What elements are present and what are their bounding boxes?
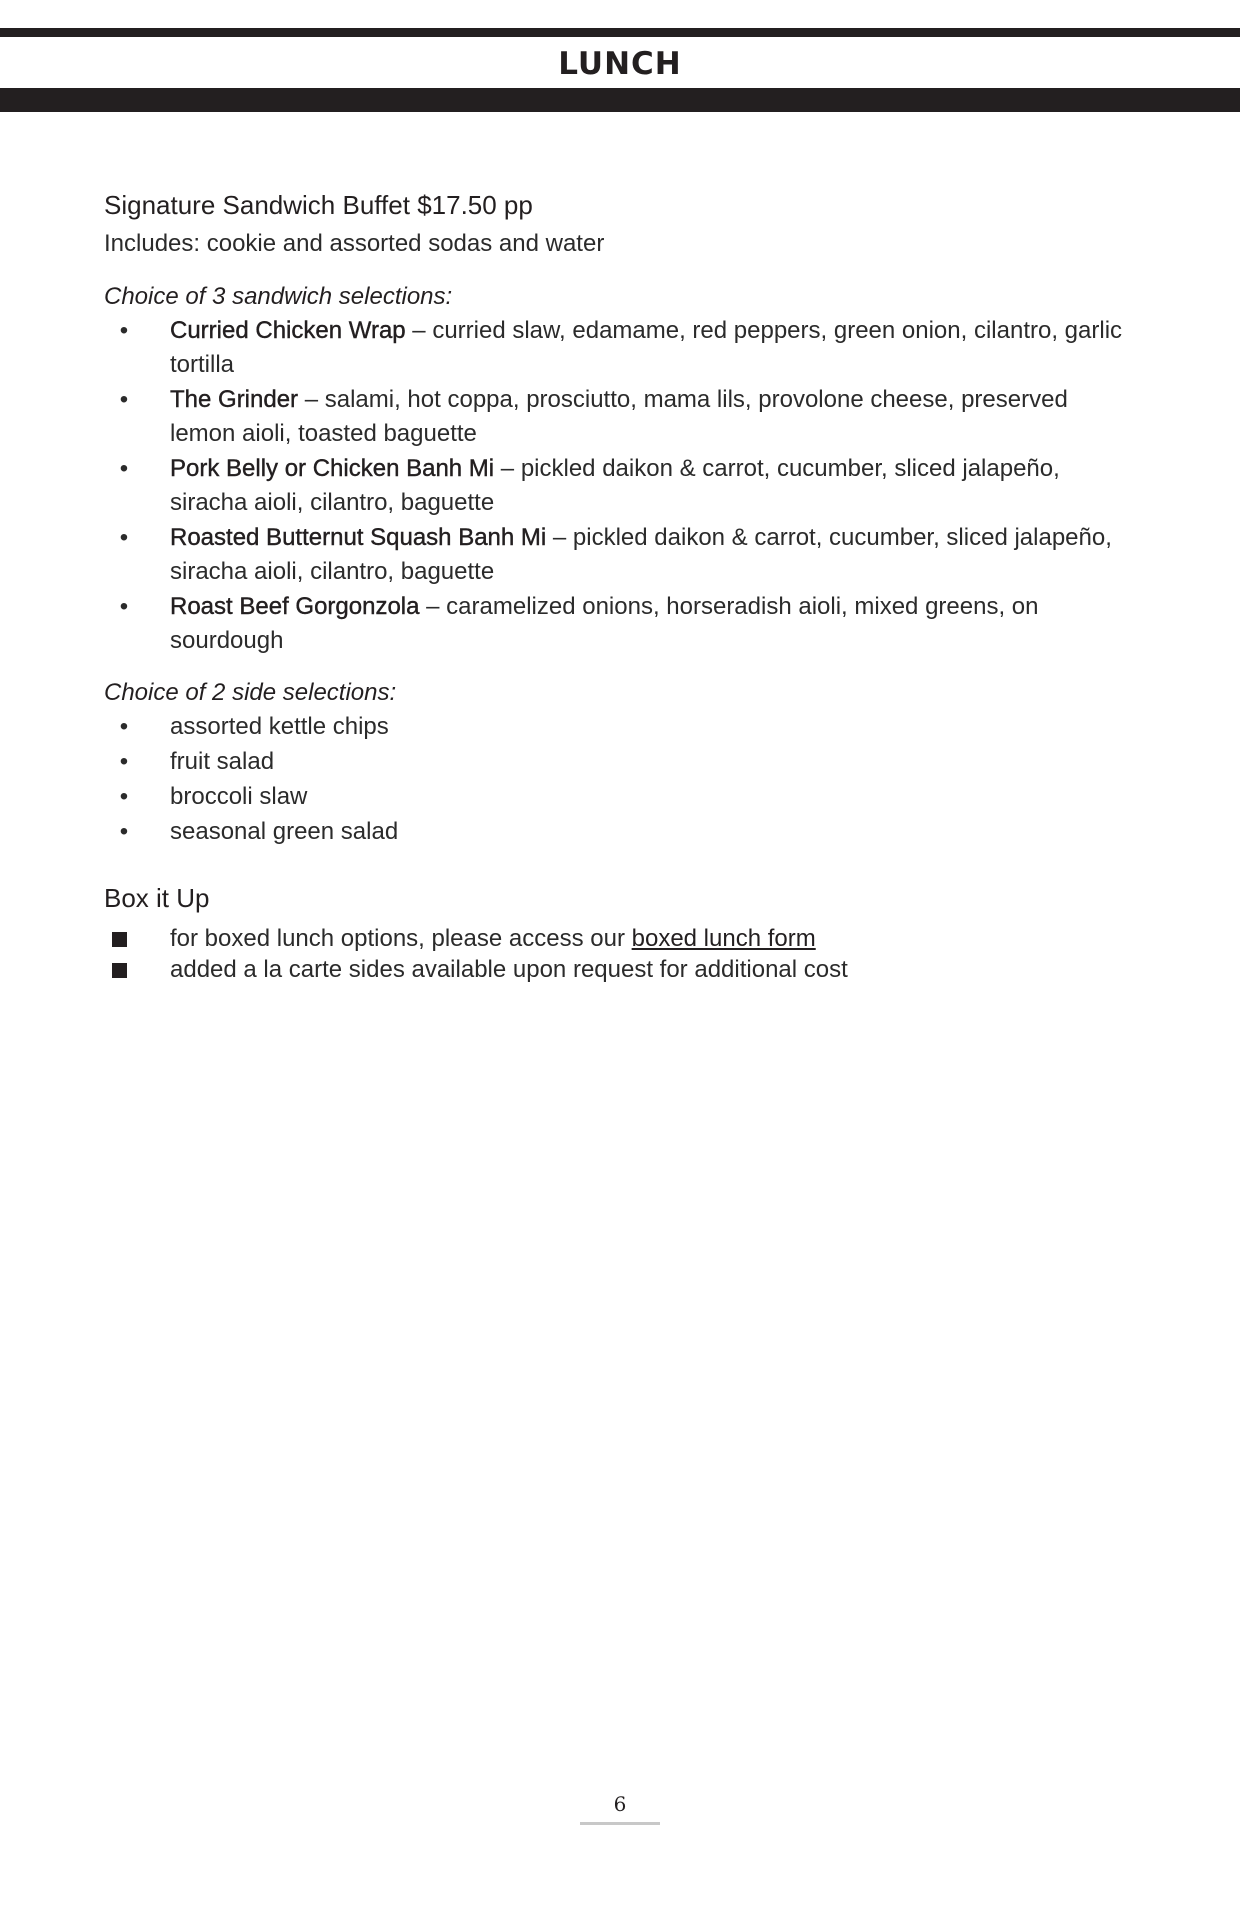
bullet-icon: •	[119, 748, 129, 775]
box-item-text: for boxed lunch options, please access our	[170, 925, 632, 952]
square-bullet-icon	[112, 963, 127, 978]
bullet-icon: •	[119, 455, 129, 482]
side-item	[104, 780, 1134, 814]
buffet-includes: Includes: cookie and assorted sodas and water	[104, 230, 605, 257]
bullet-icon: •	[119, 317, 129, 344]
sandwich-item	[104, 452, 1134, 520]
sandwich-name: Curried Chicken Wrap	[170, 317, 406, 344]
sandwich-description: – pickled daikon & carrot, cucumber, sliced jalapeño, siracha aioli, cilantro, baguette	[170, 455, 1060, 516]
header-bottom-rule	[0, 88, 1240, 112]
box-item	[104, 923, 1134, 954]
menu-content	[104, 186, 1134, 985]
sandwich-item	[104, 314, 1134, 382]
header-top-rule	[0, 28, 1240, 37]
page-number: 6	[613, 1792, 627, 1816]
box-item-text: added a la carte sides available upon request for additional cost	[170, 956, 848, 983]
buffet-name: Signature Sandwich Buffet	[104, 190, 410, 220]
sandwich-list	[104, 314, 1134, 658]
box-it-up-heading: Box it Up	[104, 883, 210, 913]
sandwich-item	[104, 383, 1134, 451]
sandwich-name: Roast Beef Gorgonzola	[170, 593, 420, 620]
sandwich-description: – salami, hot coppa, prosciutto, mama lils, provolone cheese, preserved lemon aioli, toasted baguette	[170, 386, 1068, 447]
side-label: fruit salad	[170, 748, 275, 775]
sandwich-name: Roasted Butternut Squash Banh Mi	[170, 524, 547, 551]
side-label: broccoli slaw	[170, 783, 308, 810]
side-section-heading: Choice of 2 side selections:	[104, 679, 397, 706]
bullet-icon: •	[119, 593, 129, 620]
box-item	[104, 954, 1134, 985]
sandwich-name: Pork Belly or Chicken Banh Mi	[170, 455, 495, 482]
boxed-lunch-form-link[interactable]: boxed lunch form	[631, 925, 816, 952]
box-it-up-list	[104, 923, 1134, 985]
side-item	[104, 815, 1134, 849]
sandwich-item	[104, 521, 1134, 589]
sandwich-description: – curried slaw, edamame, red peppers, green onion, cilantro, garlic tortilla	[170, 317, 1123, 378]
sandwich-description: – caramelized onions, horseradish aioli, mixed greens, on sourdough	[170, 593, 1039, 654]
buffet-title	[104, 186, 1134, 224]
side-list	[104, 710, 1134, 849]
sandwich-item	[104, 590, 1134, 658]
side-item	[104, 745, 1134, 779]
page-title: LUNCH	[558, 46, 682, 82]
square-bullet-icon	[112, 932, 127, 947]
side-label: assorted kettle chips	[170, 713, 389, 740]
buffet-price: $17.50 pp	[417, 190, 533, 220]
bullet-icon: •	[119, 713, 129, 740]
sandwich-name: The Grinder	[170, 386, 299, 413]
side-item	[104, 710, 1134, 744]
bullet-icon: •	[119, 783, 129, 810]
bullet-icon: •	[119, 524, 129, 551]
bullet-icon: •	[119, 386, 129, 413]
sandwich-description: – pickled daikon & carrot, cucumber, sliced jalapeño, siracha aioli, cilantro, baguette	[170, 524, 1112, 585]
page-number-rule	[580, 1822, 660, 1825]
side-label: seasonal green salad	[170, 818, 399, 845]
sandwich-section-heading: Choice of 3 sandwich selections:	[104, 283, 453, 310]
bullet-icon: •	[119, 818, 129, 845]
